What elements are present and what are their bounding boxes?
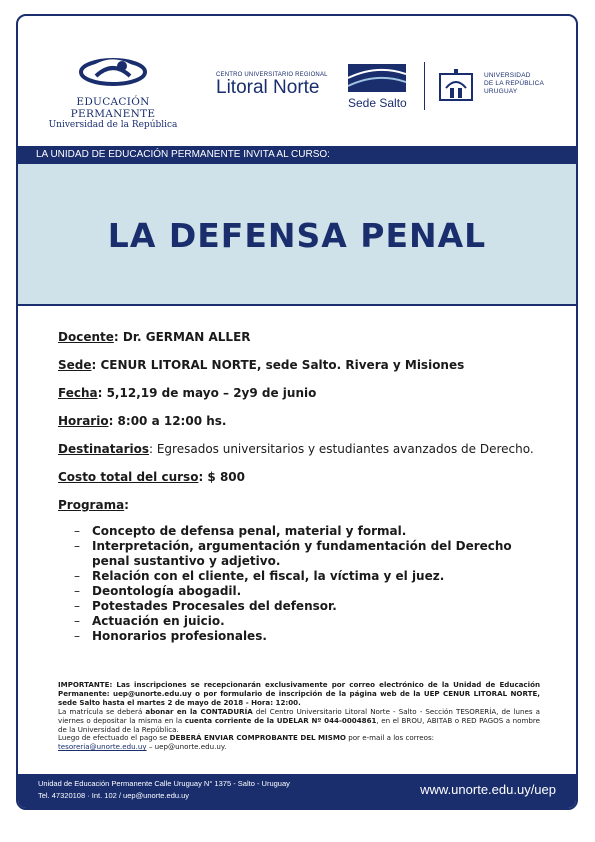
- horario-label: Horario: [58, 414, 109, 428]
- program-item: – Honorarios profesionales.: [74, 629, 267, 643]
- course-title: LA DEFENSA PENAL: [107, 216, 487, 255]
- programa-colon: :: [124, 498, 129, 512]
- course-info: [58, 330, 540, 644]
- fecha-label: Fecha: [58, 386, 98, 400]
- important-emails: [58, 743, 540, 752]
- footer-address: [38, 778, 290, 802]
- ep-emblem-icon: [78, 50, 148, 94]
- udelar-line-3: URUGUAY: [484, 88, 518, 95]
- cenur-small-label: CENTRO UNIVERSITARIO REGIONAL: [216, 72, 328, 78]
- destinatarios-row: [58, 442, 540, 456]
- program-item: – Potestades Procesales del defensor.: [74, 599, 337, 613]
- ep-title: EDUCACIÓN PERMANENTE: [70, 96, 156, 120]
- important-notice: [58, 681, 540, 752]
- ep-subtitle: Universidad de la República: [48, 120, 178, 130]
- costo-value: : $ 800: [198, 470, 245, 484]
- sede-salto-logo: [348, 64, 408, 110]
- salto-label: Sede Salto: [348, 96, 407, 110]
- cenur-logo: [216, 72, 331, 98]
- destinatarios-value: : Egresados universitarios y estudiantes avanzados de Derecho.: [148, 442, 534, 456]
- program-list: [74, 524, 540, 644]
- program-item: – Concepto de defensa penal, material y formal.: [74, 524, 407, 538]
- fecha-value: : 5,12,19 de mayo – 2y9 de junio: [97, 386, 317, 400]
- horario-value: : 8:00 a 12:00 hs.: [108, 414, 227, 428]
- udelar-building-icon: [438, 68, 474, 102]
- logo-header: [18, 16, 576, 146]
- sede-label: Sede: [58, 358, 92, 372]
- program-item: – Deontología abogadil.: [74, 584, 242, 598]
- program-item: – Relación con el cliente, el fiscal, la víctima y el juez.: [74, 569, 445, 583]
- destinatarios-label: Destinatarios: [58, 442, 149, 456]
- programa-label: Programa: [58, 498, 125, 512]
- important-paragraph-1: IMPORTANTE: Las inscripciones se recepcionarán exclusivamente por correo electrónico de la Unidad de Educación Permanente: uep@unorte.edu.uy o por formulario de inscripción de la página web de la UEP CENUR LITORAL NORTE, sede Salto hasta el martes 2 de mayo de 2018 - Hora: 12:00.: [58, 680, 540, 707]
- docente-label: Docente: [58, 330, 114, 344]
- docente-row: [58, 330, 540, 344]
- sede-value: : CENUR LITORAL NORTE, sede Salto. Rivera y Misiones: [91, 358, 465, 372]
- footer-bar: [18, 774, 576, 808]
- footer-line-1: Unidad de Educación Permanente Calle Uruguay N° 1375 - Salto - Uruguay: [38, 779, 290, 788]
- educacion-permanente-logo: [38, 50, 188, 130]
- salto-emblem-icon: [348, 64, 406, 92]
- udelar-line-2: DE LA REPÚBLICA: [484, 80, 545, 87]
- program-item: – Actuación en juicio.: [74, 614, 225, 628]
- sede-row: [58, 358, 540, 372]
- important-paragraph-3: Luego de efectuado el pago se DEBERÁ ENVIAR COMPROBANTE DEL MISMO por e-mail a los correos:: [58, 733, 435, 743]
- flyer-frame: [16, 14, 578, 810]
- footer-url-link[interactable]: www.unorte.edu.uy/uep: [420, 782, 556, 797]
- invite-bar: LA UNIDAD DE EDUCACIÓN PERMANENTE INVITA AL CURSO:: [18, 146, 576, 164]
- footer-line-2: Tel. 47320108 · Int. 102 / uep@unorte.edu.uy: [38, 791, 190, 800]
- programa-row: [58, 498, 540, 512]
- fecha-row: [58, 386, 540, 400]
- udelar-name: [484, 72, 544, 96]
- costo-row: [58, 470, 540, 484]
- docente-value: : Dr. GERMAN ALLER: [113, 330, 251, 344]
- costo-label: Costo total del curso: [58, 470, 199, 484]
- cenur-name: Litoral Norte: [216, 77, 320, 98]
- program-item: – Interpretación, argumentación y fundamentación del Derecho penal sustantivo y adjetivo.: [74, 539, 512, 568]
- horario-row: [58, 414, 540, 428]
- important-paragraph-2: La matrícula se deberá abonar en la CONTADURÍA del Centro Universitario Litoral Norte - Salto - Sección TESORERÍA, de lunes a viernes o depositar la misma en la cuenta corriente de la UDELAR Nº 044-0004861, en el BROU, ABITAB o RED PAGOS a nombre de la Universidad de la República.: [58, 706, 541, 734]
- udelar-divider: [424, 62, 425, 110]
- uep-email: – uep@unorte.edu.uy.: [146, 742, 227, 752]
- title-band: [18, 164, 576, 306]
- tesoreria-email-link[interactable]: tesoreria@unorte.edu.uy: [58, 742, 147, 752]
- udelar-line-1: UNIVERSIDAD: [484, 72, 531, 79]
